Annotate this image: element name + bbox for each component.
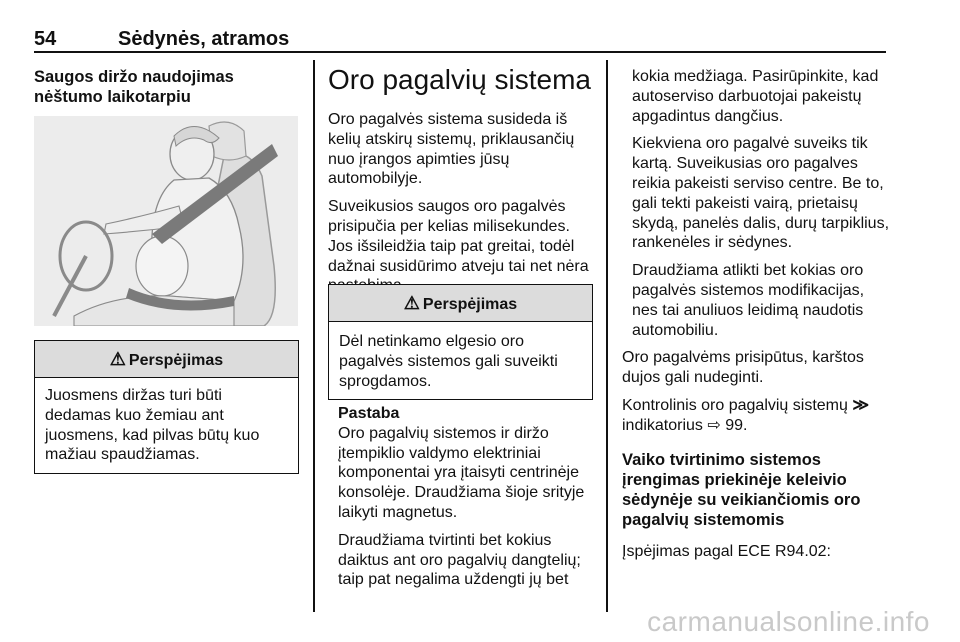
paragraph: Draudžiama atlikti bet kokias oro pagalvės sistemos modifikacijas, nes tai anuliuos leidimą naudotis automobiliu. [632,262,865,339]
airbag-intro-text [328,110,592,304]
warning-triangle-icon: ⚠ [109,349,126,369]
indicator-text-2: indikatorius [622,416,703,434]
airbag-indicator-paragraph [622,396,890,436]
airbag-system-title: Oro pagalvių sistema [328,64,592,95]
right-column-text [622,67,890,569]
watermark: carmanualsonline.info [647,606,930,637]
paragraph: Oro pagalvės sistema susideda iš kelių atskirų sistemų, priklausančių nuo įrangos apimties jūsų automobilyje. [328,111,575,188]
note-title: Pastaba [338,405,400,422]
indicator-text: Kontrolinis oro pagalvių sistemų [622,396,848,414]
paragraph: Įspėjimas pagal ECE R94.02: [622,542,831,560]
warning-title: Perspėjimas [422,296,518,313]
seatbelt-illustration-drawing [34,116,298,326]
warning-text: Juosmens diržas turi būti dedamas kuo žemiau ant juosmens, kad pilvas būtų kuo mažiau spaudžiamas. [45,387,260,464]
paragraph: Oro pagalvių sistemos ir diržo įtempiklio valdymo elektriniai komponentai yra įtaisyti centrinėje konsolėje. Draudžiama šioje srityje laikyti magnetus. [338,424,585,521]
seatbelt-pregnancy-heading: Saugos diržo naudojimas nėštumo laikotarpiu [34,68,234,106]
paragraph: Kiekviena oro pagalvė suveiks tik kartą. Suveikusias oro pagalves reikia pakeisti serviso centre. Be to, gali tekti pakeisti vairą, prietaisų skydą, panelės dalis, durų tarpiklius, rankenėles ir sėdynes. [632,135,890,252]
airbag-warning-box [328,284,593,400]
warning-text: Dėl netinkamo elgesio oro pagalvės sistemos gali suveikti sprogdamos. [339,333,558,390]
child-restraint-heading: Vaiko tvirtinimo sistemos įrengimas priekinėje keleivio sėdynėje su veikiančiomis oro pagalvių sistemomis [622,450,861,529]
pregnancy-warning-box [34,340,299,474]
warning-title: Perspėjimas [128,352,224,369]
warning-header [35,341,298,378]
column-divider-right [606,60,608,612]
pregnant-seatbelt-illustration [34,116,298,326]
page-reference[interactable]: 99. [725,416,748,434]
column-divider-left [313,60,315,612]
warning-header [329,285,592,322]
paragraph: Suveikusios saugos oro pagalvės prisipučia per kelias milisekundes. Jos išsileidžia taip pat greitai, todėl dažnai susidūrimo atveju tai net nėra [328,198,589,275]
page-reference-arrow-icon: ⇨ [707,416,721,434]
airbag-indicator-icon: ≫ [852,396,870,414]
warning-triangle-icon: ⚠ [403,293,420,313]
page-number: 54 [34,28,57,50]
paragraph: kokia medžiaga. Pasirūpinkite, kad autoserviso darbuotojai pakeistų apgadintus dangčius. [632,68,879,125]
note-block [328,404,600,598]
header-rule [34,51,886,53]
page-section-title: Sėdynės, atramos [118,28,290,50]
paragraph: Draudžiama tvirtinti bet kokius daiktus ant oro pagalvių dangtelių; taip pat negalima uždengti jų bet [338,531,581,589]
paragraph: Oro pagalvėms prisipūtus, karštos dujos gali nudeginti. [622,349,864,387]
